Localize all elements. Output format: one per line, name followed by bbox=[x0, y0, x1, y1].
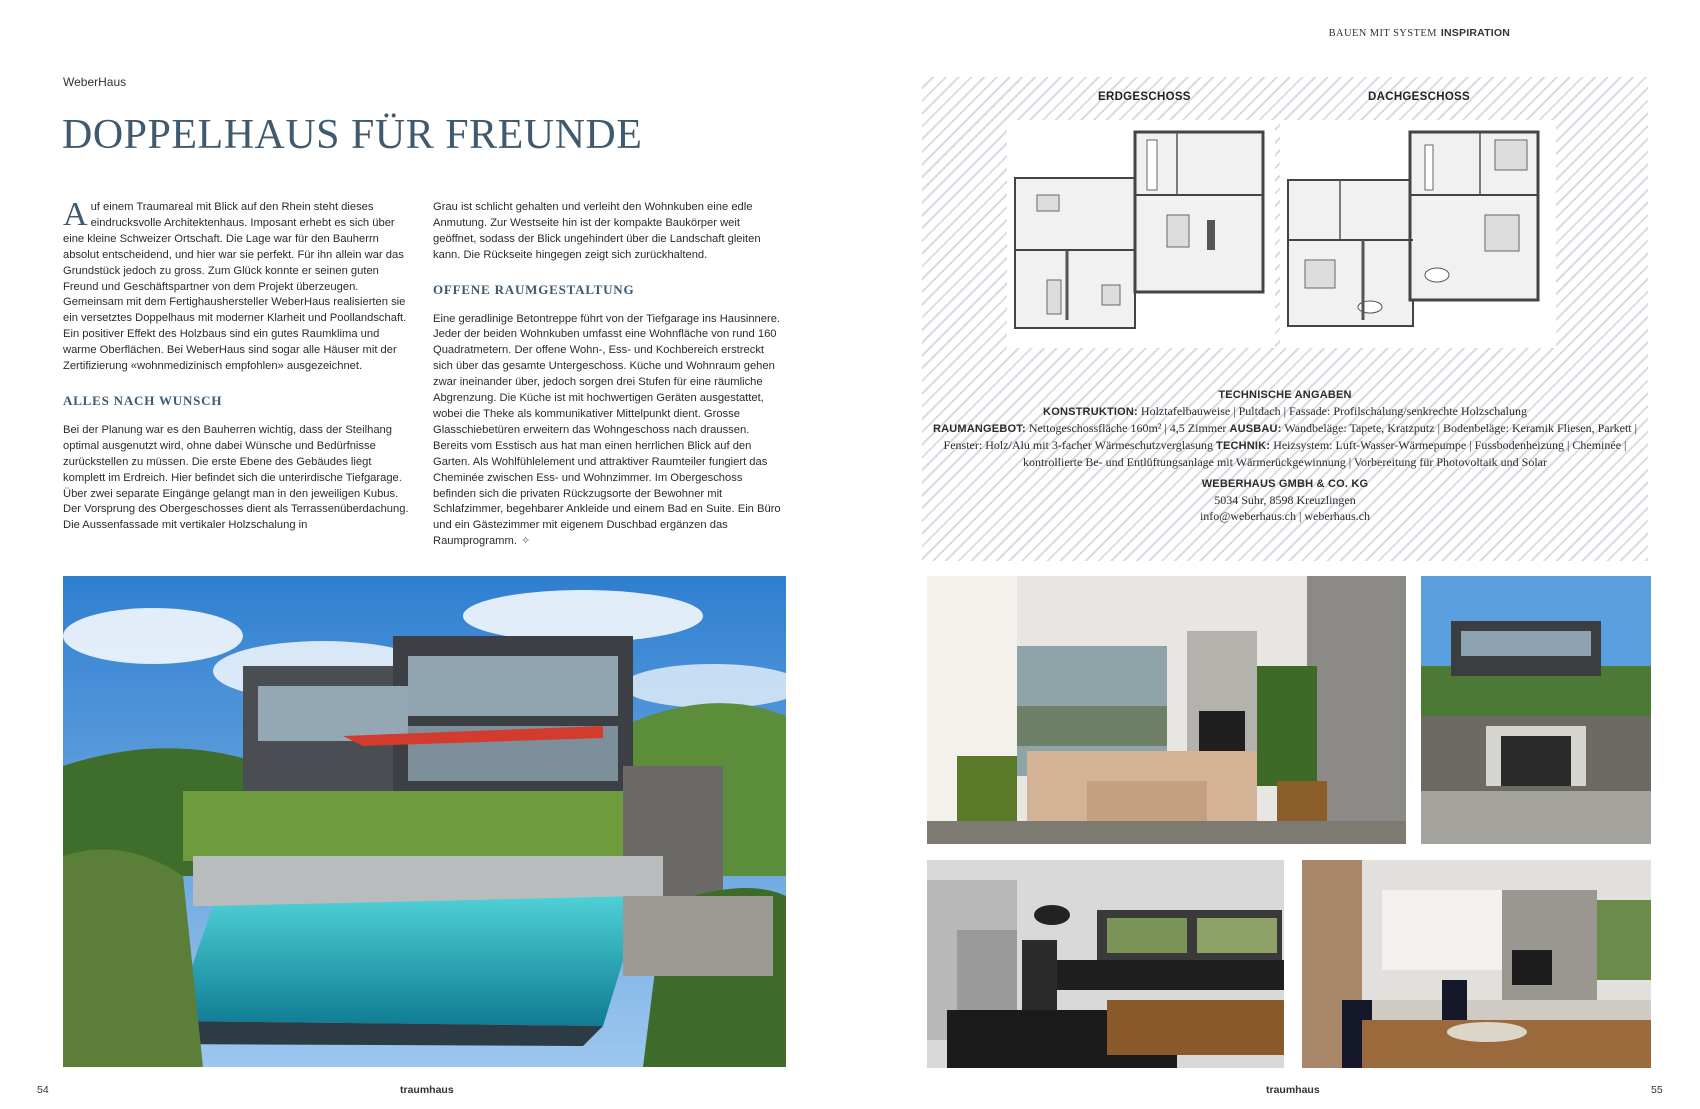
kitchen-illustration bbox=[927, 860, 1284, 1068]
tech-konstruktion bbox=[930, 403, 1640, 420]
photo-garage-entrance bbox=[1421, 576, 1651, 844]
photo-living-room bbox=[927, 576, 1406, 844]
drop-cap: A bbox=[63, 196, 88, 233]
raumangebot-label: RAUMANGEBOT: bbox=[932, 423, 1026, 435]
company-contact[interactable]: info@weberhaus.ch | weberhaus.ch bbox=[1199, 509, 1371, 523]
paragraph-rooms bbox=[433, 312, 783, 551]
plan-erdgeschoss bbox=[1007, 120, 1275, 348]
plan-dachgeschoss bbox=[1280, 120, 1556, 348]
dining-illustration bbox=[1302, 860, 1651, 1068]
running-header bbox=[1329, 27, 1510, 39]
label-erdgeschoss: ERDGESCHOSS bbox=[1098, 91, 1191, 103]
label-dachgeschoss: DACHGESCHOSS bbox=[1368, 91, 1471, 103]
article-title: DOPPELHAUS FÜR FREUNDE bbox=[62, 112, 643, 158]
ausbau-value: Wandbeläge: Tapete, Kratzputz | Bodenbeläge: Keramik Fliesen, Parkett | Fenster: Holz/Alu mit 3-facher Wärmeschutzverglasung bbox=[943, 421, 1638, 452]
category-label: INSPIRATION bbox=[1440, 27, 1510, 39]
brand-label: WeberHaus bbox=[63, 75, 127, 89]
ausbau-label: AUSBAU: bbox=[1229, 423, 1282, 435]
tech-heading: TECHNISCHE ANGABEN bbox=[1218, 389, 1352, 401]
end-mark-icon: ✧ bbox=[520, 535, 531, 548]
section-label: BAUEN MIT SYSTEM bbox=[1328, 28, 1437, 39]
paragraph-intro bbox=[63, 196, 411, 375]
paragraph-planning: Bei der Planung war es den Bauherren wichtig, dass der Steilhang optimal ausgenutzt wird, ohne dabei Wünsche und Bedürfnisse zurückstellen zu müssen. Die erste Ebene des Gebäudes liegt komplett im Erdreich. Hier befindet sich die unterirdische Tiefgarage. Über zwei separate Eingänge gelangt man in den jeweiligen Kubus. Der Vorsprung des Obergeschosses dient als Terrassenüberdachung. Die Aussenfassade mit vertikaler Holzschalung in bbox=[63, 423, 409, 532]
rooms-text: Eine geradlinige Betontreppe führt von der Tiefgarage ins Hausinnere. Jeder der beiden Wohnkuben umfasst eine Wohnfläche von rund 160 Quadratmetern. Der offene Wohn-, Ess- und Kochbereich erstreckt sich über das gesamte Untergeschoss. Küche und Wohnraum gehen zwar ineinander über, jedoch sorgen drei Stufen für eine räumliche Abgrenzung. Die Küche ist mit hochwertigen Geräten ausgestattet, wobei die Theke als kommunikativer Mittelpunkt dient. Grosse Glasschiebetüren erweitern das Wohngeschoss nach draussen. Bereits vom Esstisch aus hat man einen herrlichen Blick auf den Garten. Als Wohlfühlelement und attraktiver Raumteiler fungiert das Cheminée zwischen Ess- und Wohnzimmer. Im Obergeschoss befinden sich die privaten Rückzugsorte der Bewohner mit Schlafzimmer, begehbarer Ankleide und einem Bad en Suite. Ein Büro und ein Gästezimmer mit eigenem Duschbad ergänzen das Raumprogramm. bbox=[433, 312, 781, 548]
company-name: WEBERHAUS GMBH & CO. KG bbox=[1201, 478, 1369, 490]
photo-house-pool bbox=[63, 576, 786, 1067]
intro-text: uf einem Traumareal mit Blick auf den Rhein steht dieses eindrucksvolle Architektenhaus. Imposant erhebt es sich über eine kleine Schweizer Ortschaft. Die Lage war für den Bauherrn absolut entscheidend, und hier war sie perfekt. Für ihn allein war das Grundstück jedoch zu gross. Zum Glück konnte er seinen guten Freund und Geschäftspartner von dem Projekt überzeugen. Gemeinsam mit dem Fertighaushersteller WeberHaus realisierten sie ein versetztes Doppelhaus mit moderner Klarheit und Poollandschaft. Ein positiver Effekt des Holzbaus sind ein gutes Raumklima und warme Oberflächen. Bei WeberHaus sind sogar alle Häuser mit der Zertifizierung «wohnmedizinisch empfohlen» ausgezeichnet. bbox=[63, 201, 407, 373]
raumangebot-value: Nettogeschossfläche 160m² | 4,5 Zimmer bbox=[1028, 421, 1227, 435]
footer-brand-right: traumhaus bbox=[1266, 1084, 1320, 1096]
subhead-alles-nach-wunsch: ALLES NACH WUNSCH bbox=[63, 392, 223, 408]
living-room-illustration bbox=[927, 576, 1406, 844]
konstruktion-value: Holztafelbauweise | Pultdach | Fassade: Profilschalung/senkrechte Holzschalung bbox=[1140, 404, 1527, 418]
garage-illustration bbox=[1421, 576, 1651, 844]
subhead-offene-raumgestaltung: OFFENE RAUMGESTALTUNG bbox=[433, 281, 635, 297]
text-column-2 bbox=[433, 200, 783, 550]
page-number-right: 55 bbox=[1651, 1084, 1663, 1096]
text-column-1 bbox=[63, 196, 411, 534]
paragraph-facade: Grau ist schlicht gehalten und verleiht den Wohnkuben eine edle Anmutung. Zur Westseite hin ist der kompakte Baukörper weit geöffnet, sodass der Blick ungehindert über die Landschaft gleiten kann. Die Rückseite hingegen zeigt sich zurückhaltend. bbox=[433, 201, 761, 261]
floorplan-roof-drawing bbox=[1280, 120, 1556, 348]
floorplan-ground-drawing bbox=[1007, 120, 1275, 348]
footer-brand-left: traumhaus bbox=[400, 1084, 454, 1096]
technik-value: Heizsystem: Luft-Wasser-Wärmepumpe | Fussbodenheizung | Cheminée | kontrollierte Be- und Entlüftungsanlage mit Wärmerückgewinnung | Vorbereitung für Photovoltaik und Solar bbox=[1023, 438, 1627, 469]
technik-label: TECHNIK: bbox=[1216, 440, 1271, 452]
technical-specs bbox=[930, 387, 1640, 524]
page-number-left: 54 bbox=[37, 1084, 49, 1096]
konstruktion-label: KONSTRUKTION: bbox=[1043, 406, 1138, 418]
tech-raum-ausbau-technik bbox=[930, 420, 1640, 470]
company-address: 5034 Suhr, 8598 Kreuzlingen bbox=[1214, 493, 1356, 507]
photo-dining bbox=[1302, 860, 1651, 1068]
house-pool-illustration bbox=[63, 576, 786, 1067]
photo-kitchen bbox=[927, 860, 1284, 1068]
